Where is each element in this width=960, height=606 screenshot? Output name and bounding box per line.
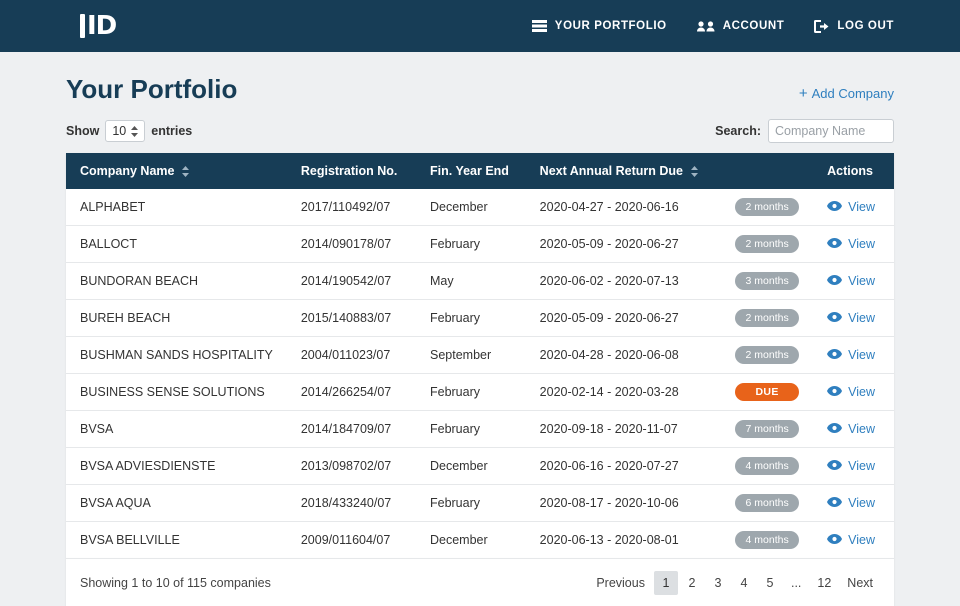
table-row — [66, 448, 894, 485]
cell-company-name: BVSA ADVIESDIENSTE — [66, 448, 287, 485]
cell-company-name: BVSA AQUA — [66, 485, 287, 522]
cell-company-name: BUSHMAN SANDS HOSPITALITY — [66, 337, 287, 374]
cell-fin-year-end: February — [416, 226, 526, 263]
page-title: Your Portfolio — [66, 74, 238, 104]
eye-icon — [827, 200, 842, 214]
cell-next-annual-return-due — [526, 300, 813, 337]
table-row — [66, 263, 894, 300]
column-label-company-name: Company Name — [80, 164, 175, 178]
view-button[interactable] — [827, 459, 875, 473]
eye-icon — [827, 496, 842, 510]
cell-registration-no: 2009/011604/07 — [300, 533, 391, 547]
brand-logo[interactable] — [80, 0, 116, 52]
column-label-actions: Actions — [827, 164, 873, 178]
cell-registration-no: 2014/190542/07 — [287, 263, 416, 300]
cell-actions — [813, 374, 894, 411]
search-label: Search: — [715, 124, 761, 138]
due-date-range: 2020-02-14 - 2020-03-28 — [539, 385, 679, 399]
cell-fin-year-end: February — [416, 485, 526, 522]
table-row — [66, 411, 894, 448]
view-label: View — [848, 459, 876, 473]
pagination-previous[interactable]: Previous — [596, 576, 645, 590]
add-company-label: Add Company — [811, 86, 894, 101]
cell-next-annual-return-due — [526, 226, 813, 263]
cell-registration-no: 2014/184709/07 — [287, 411, 416, 448]
table-row — [66, 337, 894, 374]
view-label: View — [848, 533, 876, 547]
cell-actions — [813, 226, 894, 263]
table-footer — [66, 558, 894, 606]
nav-log-out-label: LOG OUT — [837, 20, 894, 32]
column-label-fin-year-end: Fin. Year End — [429, 164, 509, 178]
cell-registration-no: 2014/266254/07 — [287, 374, 416, 411]
status-badge: 4 months — [735, 457, 799, 475]
column-label-registration-no: Registration No. — [300, 164, 398, 178]
cell-registration-no: 2015/140883/07 — [287, 300, 416, 337]
table-row — [66, 300, 894, 337]
pagination — [589, 571, 880, 595]
column-header-fin-year-end — [416, 153, 526, 189]
cell-actions — [813, 337, 894, 374]
cell-fin-year-end: February — [416, 411, 526, 448]
due-date-range: 2020-06-16 - 2020-07-27 — [539, 459, 679, 473]
cell-next-annual-return-due — [526, 189, 813, 226]
entries-label: entries — [151, 124, 193, 138]
table-row — [66, 374, 894, 411]
column-header-registration-no — [287, 153, 416, 189]
nav-your-portfolio[interactable] — [532, 20, 667, 32]
cell-next-annual-return-due — [526, 522, 813, 559]
cell-company-name: BUNDORAN BEACH — [66, 263, 287, 300]
cell-actions — [813, 522, 894, 559]
column-header-next-annual-return-due[interactable] — [526, 153, 813, 189]
pagination-page-4[interactable]: 4 — [740, 576, 748, 590]
cell-actions — [813, 189, 894, 226]
view-button[interactable] — [827, 237, 875, 251]
view-button[interactable] — [827, 422, 875, 436]
eye-icon — [827, 311, 842, 325]
results-summary: Showing 1 to 10 of 115 companies — [80, 576, 271, 590]
column-label-next-annual-return-due: Next Annual Return Due — [539, 164, 683, 178]
cell-company-name: BUREH BEACH — [66, 300, 287, 337]
status-badge: 2 months — [735, 346, 799, 364]
nav-your-portfolio-label: YOUR PORTFOLIO — [554, 20, 667, 32]
pagination-page-12[interactable]: 12 — [817, 576, 832, 590]
cell-next-annual-return-due — [526, 485, 813, 522]
table-row — [66, 522, 894, 559]
pagination-page-3[interactable]: 3 — [714, 576, 722, 590]
cell-actions — [813, 300, 894, 337]
eye-icon — [827, 459, 842, 473]
table-body — [66, 189, 894, 558]
eye-icon — [827, 533, 842, 547]
cell-company-name: ALPHABET — [66, 189, 287, 226]
view-label: View — [848, 311, 876, 325]
view-button[interactable] — [827, 311, 875, 325]
cell-fin-year-end: February — [416, 374, 526, 411]
pagination-page-2[interactable]: 2 — [688, 576, 696, 590]
table-header-row — [66, 153, 894, 189]
view-button[interactable] — [827, 533, 875, 547]
page-container — [42, 52, 918, 606]
view-label: View — [848, 274, 876, 288]
logo-bar — [80, 14, 85, 38]
view-label: View — [848, 422, 876, 436]
entries-select[interactable] — [105, 120, 145, 142]
nav-account[interactable] — [697, 20, 785, 32]
pagination-page-1[interactable]: 1 — [654, 571, 678, 595]
due-date-range: 2020-05-09 - 2020-06-27 — [539, 237, 679, 251]
status-badge: 3 months — [735, 272, 799, 290]
pagination-next[interactable]: Next — [847, 576, 873, 590]
top-navbar — [0, 0, 960, 52]
nav-log-out[interactable] — [814, 20, 894, 33]
search-control — [715, 119, 894, 143]
pagination-ellipsis: ... — [790, 576, 802, 590]
cell-next-annual-return-due — [526, 374, 813, 411]
cell-fin-year-end: December — [416, 189, 526, 226]
cell-registration-no: 2017/110492/07 — [287, 189, 416, 226]
table-head — [66, 153, 894, 189]
cell-next-annual-return-due — [526, 263, 813, 300]
cell-actions — [813, 485, 894, 522]
search-input[interactable] — [768, 119, 894, 143]
pagination-page-5[interactable]: 5 — [766, 576, 774, 590]
nav-account-label: ACCOUNT — [722, 20, 785, 32]
entries-control — [66, 120, 192, 142]
cell-next-annual-return-due — [526, 411, 813, 448]
users-icon — [697, 20, 715, 32]
due-date-range: 2020-09-18 - 2020-11-07 — [539, 422, 678, 436]
cell-company-name: BALLOCT — [66, 226, 287, 263]
cell-actions — [813, 263, 894, 300]
portfolio-table — [66, 153, 894, 558]
view-button[interactable] — [827, 496, 875, 510]
eye-icon — [827, 237, 842, 251]
due-date-range: 2020-05-09 - 2020-06-27 — [539, 311, 679, 325]
view-label: View — [848, 496, 876, 510]
cell-actions — [813, 448, 894, 485]
cell-next-annual-return-due — [526, 448, 813, 485]
status-badge: 2 months — [735, 198, 799, 216]
column-header-company-name[interactable] — [66, 153, 287, 189]
due-date-range: 2020-06-02 - 2020-07-13 — [539, 274, 679, 288]
status-badge: 2 months — [735, 309, 799, 327]
sort-icon-company-name[interactable] — [182, 166, 189, 177]
cell-registration-no: 2013/098702/07 — [287, 448, 416, 485]
cell-next-annual-return-due — [526, 337, 813, 374]
column-header-actions — [813, 153, 894, 189]
cell-company-name: BVSA BELLVILLE — [80, 533, 180, 547]
cell-registration-no: 2018/433240/07 — [287, 485, 416, 522]
due-date-range: 2020-04-28 - 2020-06-08 — [539, 348, 679, 362]
table-row — [66, 226, 894, 263]
logout-icon — [814, 20, 829, 33]
page-header — [66, 52, 894, 113]
cell-company-name: BUSINESS SENSE SOLUTIONS — [66, 374, 287, 411]
view-label: View — [848, 237, 876, 251]
sort-icon-next-annual-return-due[interactable] — [691, 166, 698, 177]
cell-fin-year-end: December — [416, 448, 526, 485]
due-date-range: 2020-06-13 - 2020-08-01 — [539, 533, 679, 547]
status-badge: DUE — [735, 383, 799, 401]
status-badge: 4 months — [735, 531, 799, 549]
cell-actions — [813, 411, 894, 448]
table-row — [66, 485, 894, 522]
view-button[interactable] — [827, 274, 875, 288]
cell-registration-no: 2004/011023/07 — [287, 337, 416, 374]
view-label: View — [848, 200, 876, 214]
status-badge: 7 months — [735, 420, 799, 438]
status-badge: 6 months — [735, 494, 799, 512]
view-button[interactable] — [827, 348, 875, 362]
view-button[interactable] — [827, 200, 875, 214]
cell-fin-year-end: September — [416, 337, 526, 374]
cell-fin-year-end: December — [429, 533, 488, 547]
due-date-range: 2020-08-17 - 2020-10-06 — [539, 496, 679, 510]
eye-icon — [827, 348, 842, 362]
cell-fin-year-end: May — [416, 263, 526, 300]
table-controls — [66, 113, 894, 153]
cell-registration-no: 2014/090178/07 — [287, 226, 416, 263]
table-row — [66, 189, 894, 226]
eye-icon — [827, 274, 842, 288]
cell-fin-year-end: February — [416, 300, 526, 337]
cell-company-name: BVSA — [66, 411, 287, 448]
view-label: View — [848, 385, 876, 399]
chevron-updown-icon — [131, 126, 138, 137]
eye-icon — [827, 385, 842, 399]
view-label: View — [848, 348, 876, 362]
view-button[interactable] — [827, 385, 875, 399]
show-label: Show — [66, 124, 100, 138]
status-badge: 2 months — [735, 235, 799, 253]
eye-icon — [827, 422, 842, 436]
due-date-range: 2020-04-27 - 2020-06-16 — [539, 200, 679, 214]
brand-text: ID — [87, 11, 117, 41]
entries-value: 10 — [112, 124, 127, 138]
add-company-button[interactable] — [799, 86, 894, 105]
list-icon — [532, 20, 547, 32]
plus-icon: + — [798, 85, 808, 102]
navbar-links — [532, 20, 894, 33]
